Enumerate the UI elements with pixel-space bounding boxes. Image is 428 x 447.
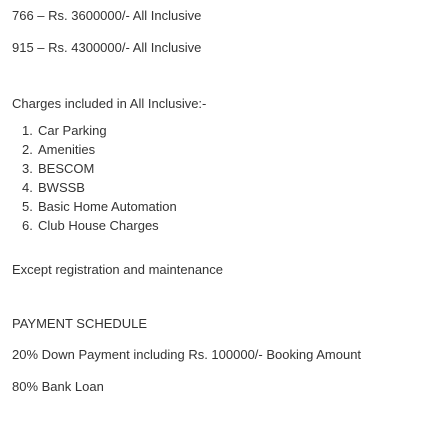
price-766: 766 – Rs. 3600000/- All Inclusive [12, 8, 202, 23]
down-payment-text: 20% Down Payment including Rs. 100000/- Booking Amount [12, 347, 362, 362]
list-item [22, 178, 177, 197]
list-item-label: Amenities [38, 142, 96, 157]
bank-loan-text: 80% Bank Loan [12, 379, 104, 394]
list-item [22, 197, 177, 216]
charges-list [12, 121, 177, 235]
list-item [22, 140, 177, 159]
list-item-number: 4. [22, 180, 33, 195]
list-item-number: 1. [22, 123, 33, 138]
list-item-label: Basic Home Automation [38, 199, 177, 214]
list-item-label: Club House Charges [38, 218, 159, 233]
payment-schedule-title: PAYMENT SCHEDULE [12, 316, 148, 331]
list-item-label: BWSSB [38, 180, 85, 195]
list-item-number: 5. [22, 199, 33, 214]
list-item-number: 2. [22, 142, 33, 157]
list-item [22, 159, 177, 178]
list-item [22, 121, 177, 140]
list-item-number: 3. [22, 161, 33, 176]
list-item-label: Car Parking [38, 123, 107, 138]
list-item-number: 6. [22, 218, 33, 233]
list-item [22, 216, 177, 235]
price-915: 915 – Rs. 4300000/- All Inclusive [12, 40, 202, 55]
except-note: Except registration and maintenance [12, 262, 224, 277]
charges-heading: Charges included in All Inclusive:- [12, 96, 207, 111]
list-item-label: BESCOM [38, 161, 95, 176]
